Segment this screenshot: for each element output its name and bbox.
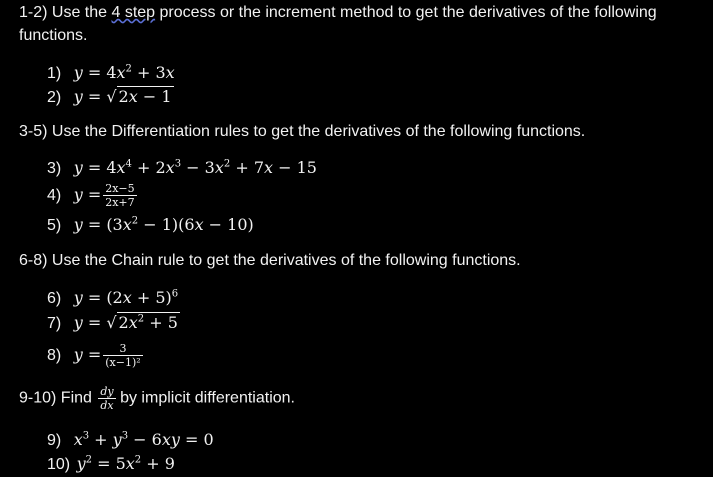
problem-10-expression: $y^2 = 5x^2 + 9$ xyxy=(76,454,175,473)
problem-6 xyxy=(47,288,178,309)
problem-7 xyxy=(47,313,180,334)
problem-6-expression: $y = (2x + 5)^6$ xyxy=(73,288,179,307)
problem-3 xyxy=(47,158,317,179)
problem-number: 3) xyxy=(47,160,62,177)
problem-9 xyxy=(47,430,214,451)
problem-8 xyxy=(47,342,143,369)
problem-number: 4) xyxy=(47,186,62,204)
section2-heading: 3-5) Use the Differentiation rules to get the derivatives of the following functions. xyxy=(19,123,586,140)
problem-2-expression: y = √ 2x − 1 xyxy=(73,87,172,106)
problem-number: 2) xyxy=(47,89,62,106)
fraction-denominator: dx xyxy=(98,398,115,412)
fraction-numerator: 3 xyxy=(119,342,127,355)
fraction-numerator: 2x−5 xyxy=(105,182,135,195)
fraction xyxy=(103,342,142,369)
section1-heading xyxy=(19,2,657,24)
section1-heading-prefix: 1-2) Use the xyxy=(19,4,112,21)
problem-1 xyxy=(47,63,175,84)
sqrt-symbol: √ $2x^2 + 5$ xyxy=(106,313,178,332)
section4-heading-prefix: 9-10) Find xyxy=(19,389,97,407)
fraction-denominator: (x−1)² xyxy=(105,356,141,369)
problem-2 xyxy=(47,87,174,108)
problem-10 xyxy=(47,454,175,475)
problem-4 xyxy=(47,182,137,209)
problem-7-expression: y = √ $2x^2 + 5$ xyxy=(73,313,178,332)
problem-4-expression: y = xyxy=(73,184,102,204)
sqrt-symbol: √ 2x − 1 xyxy=(106,87,172,106)
section4-heading-suffix: by implicit differentiation. xyxy=(115,389,295,407)
problem-number: 8) xyxy=(47,346,62,364)
problem-number: 5) xyxy=(47,217,62,234)
problem-9-expression: $x^3 + y^3 - 6xy = 0$ xyxy=(73,430,214,449)
section4-heading xyxy=(19,385,295,412)
fraction xyxy=(103,182,136,209)
fraction-numerator: dy xyxy=(100,385,114,398)
problem-number: 10) xyxy=(47,456,71,473)
section1-heading-rest: process or the increment method to get the derivatives of the following xyxy=(155,4,657,21)
problem-8-expression: y = xyxy=(73,344,102,364)
problem-5-expression: $y = (3x^2 - 1)(6x - 10)$ xyxy=(73,215,254,234)
dy-dx-fraction xyxy=(98,385,115,412)
section3-heading: 6-8) Use the Chain rule to get the derivatives of the following functions. xyxy=(19,252,521,269)
problem-number: 6) xyxy=(47,290,62,307)
problem-5 xyxy=(47,215,254,236)
fraction-denominator: 2x+7 xyxy=(105,196,135,209)
problem-number: 7) xyxy=(47,315,62,332)
problem-1-expression: $y = 4x^2 + 3x$ xyxy=(73,63,175,82)
section1-heading-line2: functions. xyxy=(19,27,88,44)
problem-number: 1) xyxy=(47,65,62,82)
spellcheck-underlined-text: 4 step xyxy=(111,4,156,21)
problem-number: 9) xyxy=(47,432,62,449)
problem-3-expression: $y = 4x^4 + 2x^3 - 3x^2 + 7x - 15$ xyxy=(73,158,317,177)
